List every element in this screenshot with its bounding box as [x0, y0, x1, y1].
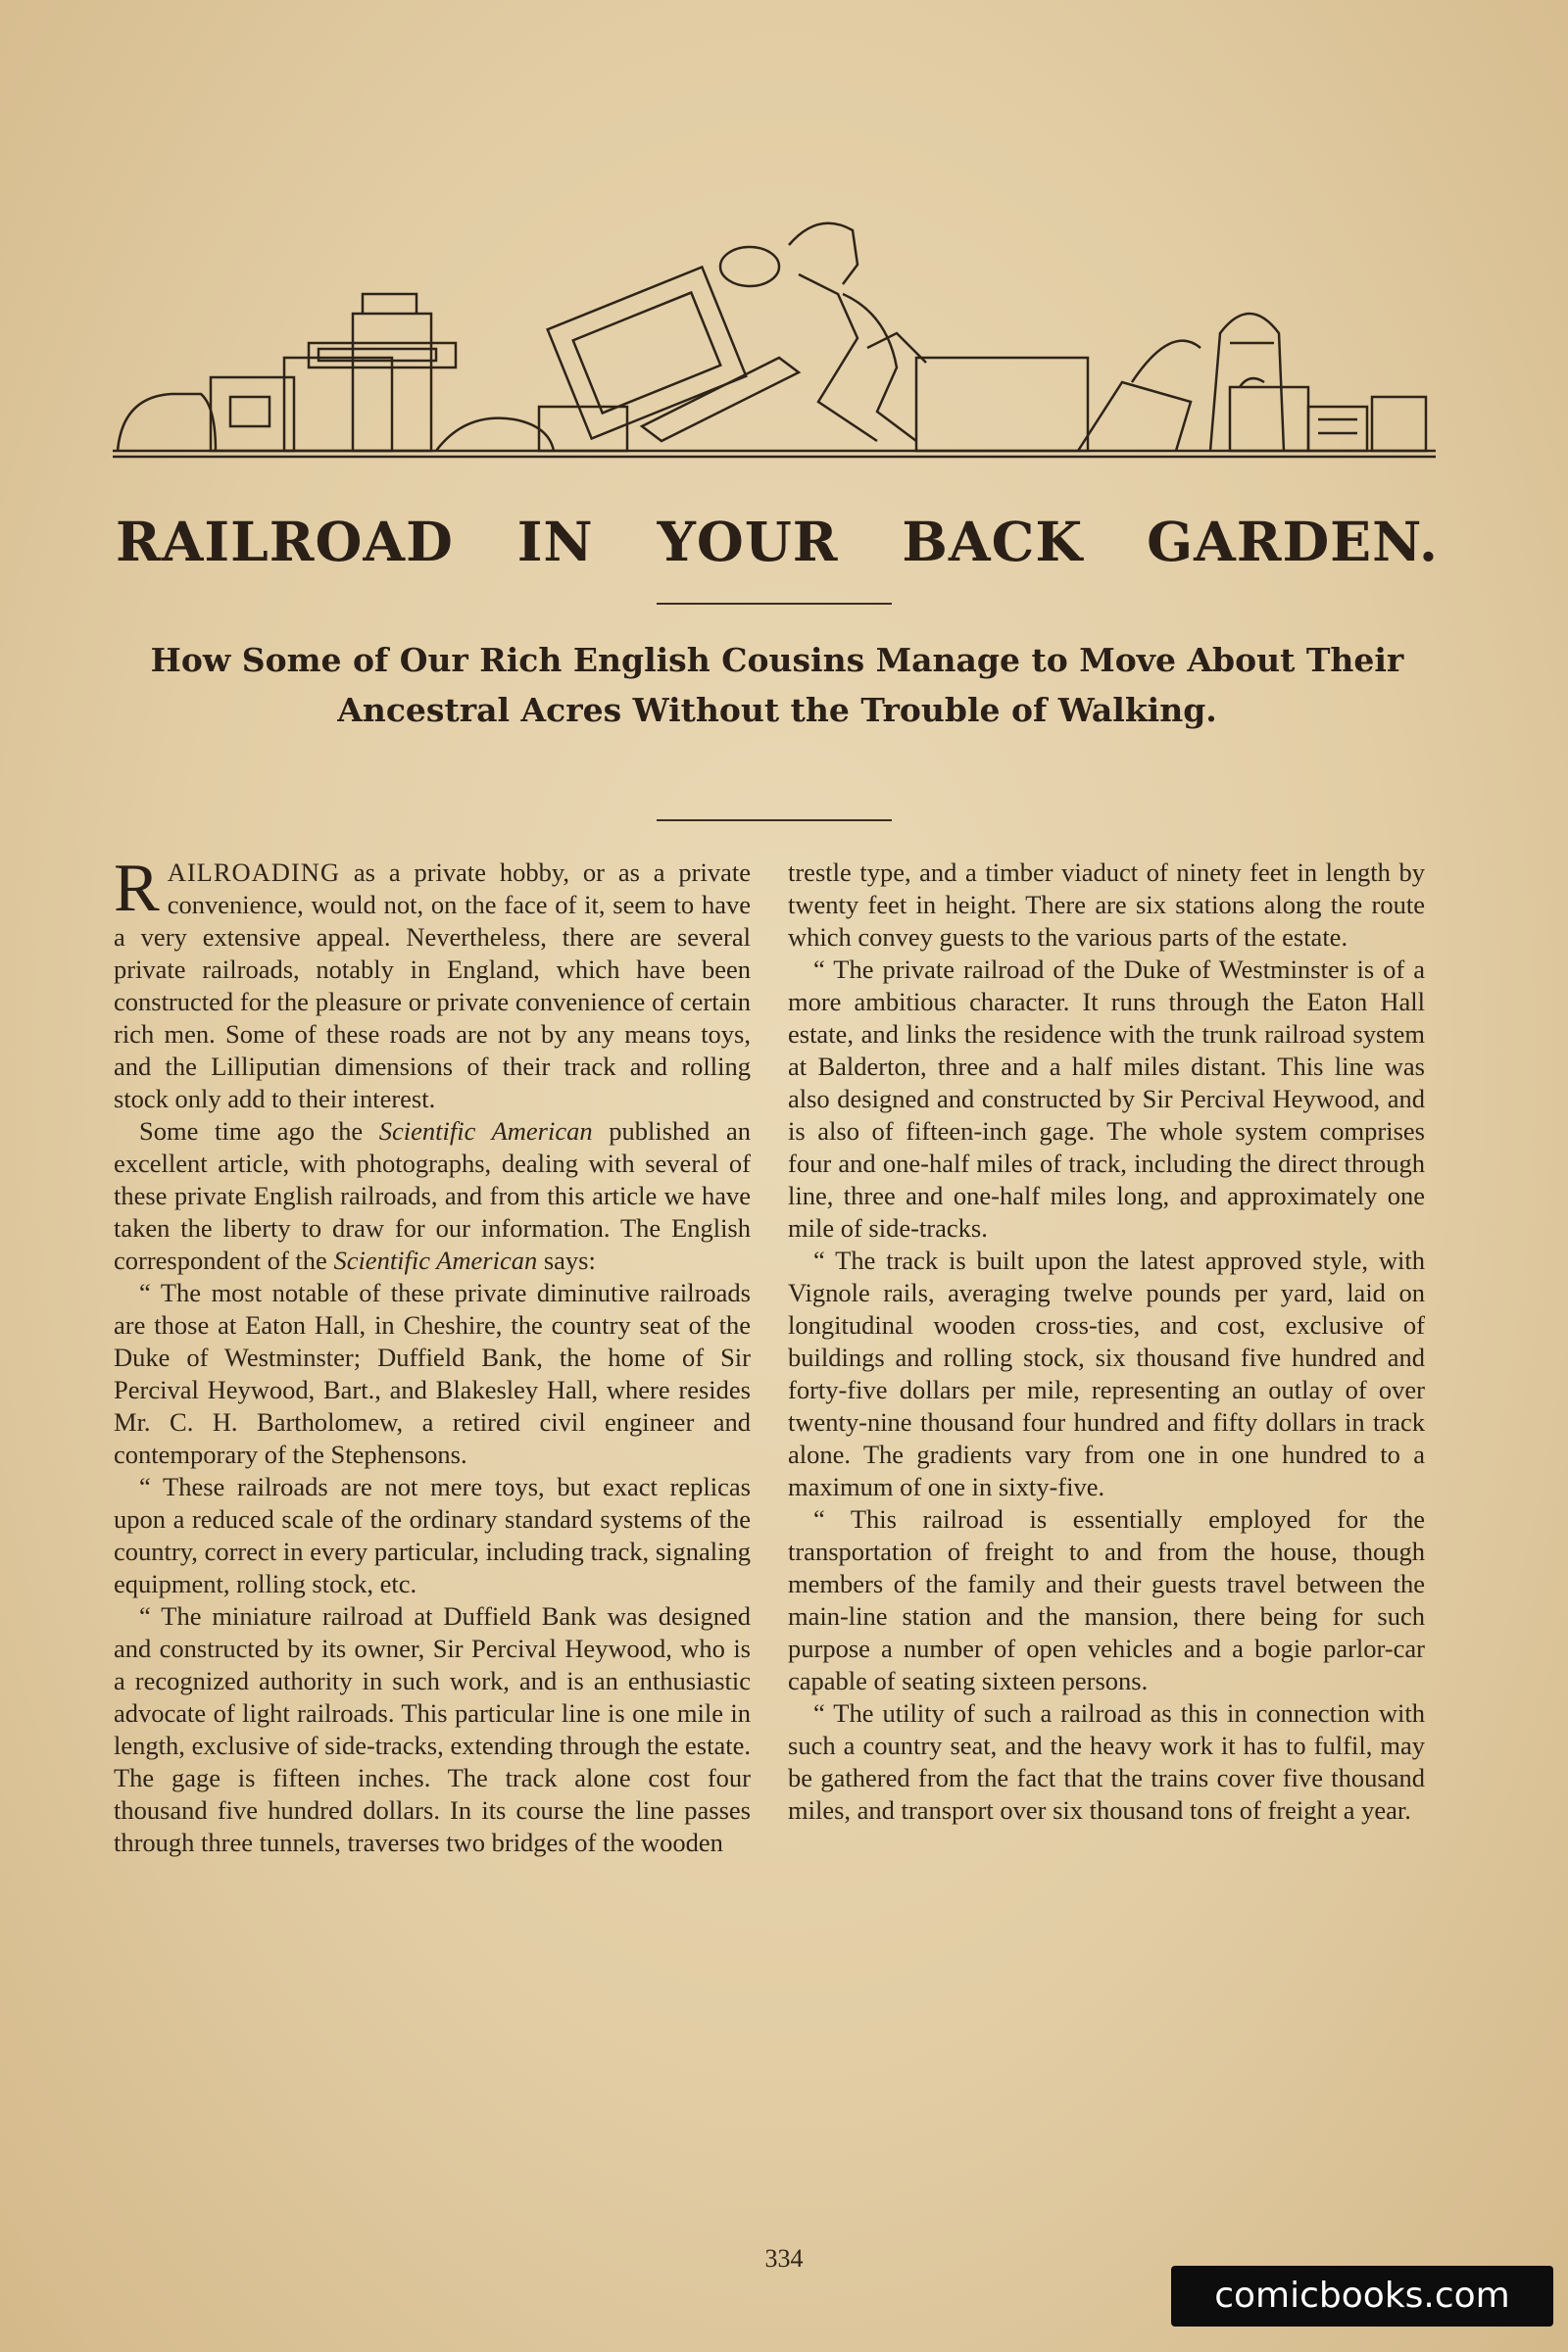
p2-publication: Scientific American	[378, 1116, 593, 1146]
paragraph-8: “ The track is built upon the latest approved style, with Vignole rails, averaging twelve pounds per yard, laid on longitudinal wooden cross-ties, and cost, exclusive of buildings and rolling stock, six thousand five hundred and forty-five dollars per mile, representing an outlay of over twenty-nine thousand four hundred and fifty dollars in track alone. The gradients vary from one in one hundred to a maximum of one in sixty-five.	[788, 1246, 1425, 1501]
intro-caps: AILROADING	[167, 858, 341, 887]
intro-paragraph	[114, 851, 751, 1115]
article-column-right	[788, 857, 1425, 1827]
title-divider	[657, 603, 892, 605]
paragraph-3: “ The most notable of these private diminutive railroads are those at Eaton Hall, in Cheshire, the country seat of the Duke of Westminster; Duffield Bank, the home of Sir Percival Heywood, Bart., and Blakesley Hall, where resides Mr. C. H. Bartholomew, a retired civil engineer and contemporary of the Stephensons.	[114, 1278, 751, 1469]
p2-text-a: Some time ago the	[139, 1116, 379, 1146]
article-subtitle: How Some of Our Rich English Cousins Manage to Move About Their Ancestral Acres Without the Trouble of Walking.	[150, 641, 1404, 729]
drop-cap: R	[114, 851, 160, 926]
intro-text: as a private hobby, or as a private convenience, would not, on the face of it, seem to have a very extensive appeal. Nevertheless, there are several private railroads, notably in England, which have been constructed for the pleasure or private convenience of certain rich men. Some of these roads are not by any means toys, and the Lilliputian dimensions of their track and rolling stock only add to their interest.	[114, 858, 751, 1113]
luggage-pile-illustration-icon	[113, 176, 1436, 470]
page-number: 334	[764, 2244, 804, 2273]
paragraph-5: “ The miniature railroad at Duffield Bank was designed and constructed by its owner, Sir Percival Heywood, who is a recognized authority in such work, and is an enthusiastic advocate of light railroads. This particular line is one mile in length, exclusive of side-tracks, extending through the estate. The gage is fifteen inches. The track alone cost four thousand five hundred dollars. In its course the line passes through three tunnels, traverses two bridges of the wooden	[114, 1601, 751, 1857]
watermark-logo: comicbooks.com	[1171, 2266, 1553, 2327]
subtitle-divider	[657, 819, 892, 821]
p2-text-b: published an excellent article, with photographs, dealing with several of these private English railroads, and from this article we have taken the liberty to draw for our information. The English correspondent of the	[114, 1116, 751, 1275]
paragraph-9: “ This railroad is essentially employed for the transportation of freight to and from the house, though members of the family and their guests travel between the main-line station and the mansion, there being for such purpose a number of open vehicles and a bogie parlor-car capable of seating sixteen persons.	[788, 1504, 1425, 1695]
paragraph-10: “ The utility of such a railroad as this in connection with such a country seat, and the heavy work it has to fulfil, may be gathered from the fact that the trains cover five thousand miles, and transport over six thousand tons of freight a year.	[788, 1698, 1425, 1825]
paragraph-7: “ The private railroad of the Duke of Westminster is of a more ambitious character. It runs through the Eaton Hall estate, and links the residence with the trunk railroad system at Balderton, three and a half miles distant. This line was also designed and constructed by Sir Percival Heywood, and is also of fifteen-inch gage. The whole system comprises four and one-half miles of track, including the direct through line, three and one-half miles long, and approximately one mile of side-tracks.	[788, 955, 1425, 1243]
p2-text-c: says:	[537, 1246, 596, 1275]
article-title: RAILROAD IN YOUR BACK GARDEN.	[116, 510, 1439, 573]
paragraph-2	[114, 1115, 751, 1277]
p2-publication-2: Scientific American	[333, 1246, 538, 1275]
paragraph-6: trestle type, and a timber viaduct of ninety feet in length by twenty feet in height. There are six stations along the route which convey guests to the various parts of the estate.	[788, 858, 1425, 952]
article-column-left	[114, 851, 751, 1859]
paragraph-4: “ These railroads are not mere toys, but exact replicas upon a reduced scale of the ordinary standard systems of the country, correct in every particular, including track, signaling equipment, rolling stock, etc.	[114, 1472, 751, 1598]
